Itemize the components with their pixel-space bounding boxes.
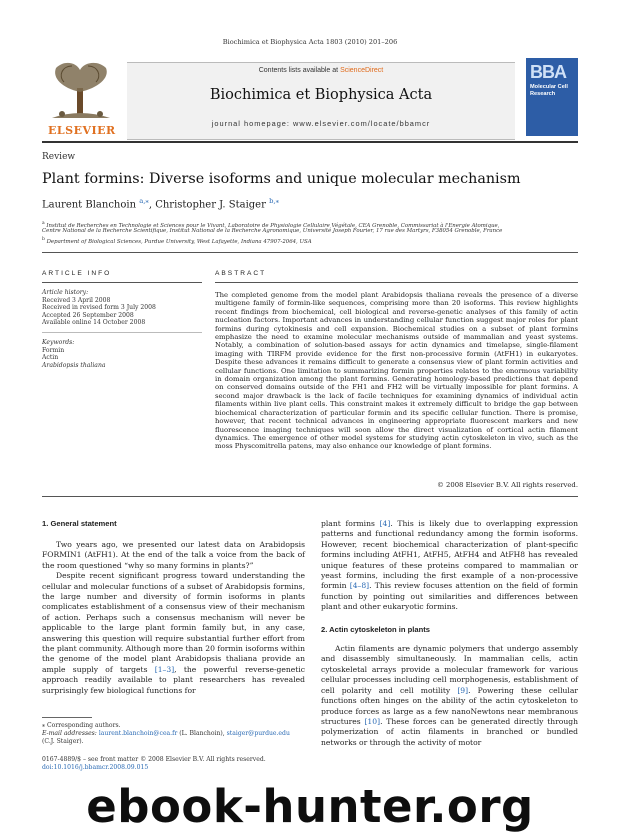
paragraph: Despite recent significant progress toward understanding the cellular and molecular functions of a subset of Arabidopsis formins, the large number and diversity of formin isoforms in plants complicates establishment of a consensus view of their mechanism of action. Perhaps such a consensus mechanism will never be applicable to the large plant formin family but, in any case, answering this question will require substantial further effort from the plant community. Although more than 20 formin isoforms within the genome of the model plant Arabidopsis thaliana provide an ample supply of targets [1–3], the powerful reverse-genetic approach readily available to plant researchers has revealed surprisingly few biological functions for — [42, 571, 306, 695]
email-note-cont: (C.J. Staiger). — [42, 738, 84, 745]
citation-link[interactable]: [4–8] — [349, 581, 370, 591]
left-column — [42, 540, 305, 696]
history-item: Available online 14 October 2008 — [42, 319, 146, 327]
keyword: Arabidopsis thaliana — [42, 361, 106, 369]
abstract-text: The completed genome from the model plant Arabidopsis thaliana reveals the presence of a diverse multigene family of formin-like sequences, comprising more than 20 isoforms. This review highlights recent findings from biochemical, cell biological and reverse-genetic analyses of this family of actin nucleation factors. Important advances in understanding cellular function suggest major roles for plant formins during cytokinesis and cell expansion. Biochemical studies on a subset of plant formins emphasize the need to examine molecular mechanisms outside of mammalian and yeast systems. Notably, a combination of solution-based assays for actin dynamics and timelapse, single-filament imaging with TIRFM provide evidence for the first non-processive formin (AtFH1) in eukaryotes. Despite these advances it remains difficult to generate a consensus view of plant formin activities and cellular functions. One limitation to summarizing formin properties relates to the enormous variability in domain organization among the plant formins. Generating homology-based predictions that depend on conserved domains outside of the FH1 and FH2 will be virtually impossible for plant formins. A second major drawback is the lack of facile techniques for examining dynamics of individual actin filaments within live plant cells. This constraint makes it extremely difficult to bridge the gap between biochemical characterization of particular formin and its specific cellular function. There is promise, however, that recent technical advances in engineering appropriate fluorescent markers and new fluorescence imaging techniques will soon allow the direct visualization of cortical actin filament dynamics. The emergence of other model systems for studying actin cytoskeleton in vivo, such as the moss Physcomitrella patens, may also enhance our knowledge of plant formins. — [215, 291, 578, 451]
history-item: Accepted 26 September 2008 — [42, 311, 134, 319]
article-info-heading: ARTICLE INFO — [42, 270, 112, 277]
journal-banner — [127, 62, 515, 140]
masthead — [42, 58, 578, 140]
article-identifiers — [42, 756, 302, 772]
cover-subtitle: Molecular Cell Research — [530, 84, 568, 97]
journal-homepage[interactable]: journal homepage: www.elsevier.com/locate/bbamcr — [211, 119, 431, 128]
history-label: Article history: — [42, 289, 89, 296]
affiliation-b: $^b$ Department of Biological Sciences, Purdue University, West Lafayette, Indiana 47907-2064, USA — [42, 237, 312, 245]
copyright-notice: © 2008 Elsevier B.V. All rights reserved. — [436, 481, 578, 489]
affiliation-a: $^a$ Institut de Recherches en Technologie et Sciences pour le Vivant, Laboratoire de Physiologie Cellulaire Végétale, CEA Grenoble, Commissariat à l'Energie Atomique, — [42, 221, 500, 229]
cover-title: BBA — [530, 62, 566, 82]
citation-link[interactable]: [10] — [364, 716, 381, 726]
keyword: Actin — [42, 354, 59, 362]
keywords-rule — [42, 332, 202, 333]
abstract-bottom-rule — [42, 496, 578, 497]
keyword: Formin — [42, 346, 65, 354]
journal-citation-line: Biochimica et Biophysica Acta 1803 (2010) 201–206 — [222, 38, 398, 46]
right-column — [321, 519, 578, 748]
author-name: Laurent Blanchoin — [42, 199, 137, 211]
keywords-label: Keywords: — [42, 339, 75, 346]
masthead-rule — [42, 141, 578, 143]
email-link[interactable]: staiger@purdue.edu — [226, 730, 290, 737]
elsevier-tree-icon — [42, 58, 120, 124]
article-history — [42, 289, 202, 327]
corresponding-note: ⁎ Corresponding authors. — [42, 722, 121, 729]
section-1-heading: 1. General statement — [42, 519, 117, 528]
paragraph: plant formins [4]. This is likely due to overlapping expression patterns and functional redundancy among the formin isoforms. However, recent biochemical characterization of plant-specific formins including AtFH1, AtFH5, AtFH4 and AtFH8 has revealed unique features of these proteins compared to mammalian or yeast formins, including the first example of a non-processive formin [4–8]. This review focuses attention on the field of formin function by pointing out similarities and differences between plant and other eukaryotic formins. — [321, 519, 578, 612]
footnotes — [42, 722, 302, 746]
section-rule — [42, 252, 578, 253]
sciencedirect-link[interactable]: ScienceDirect — [340, 67, 384, 74]
elsevier-wordmark: ELSEVIER — [48, 124, 116, 137]
paragraph: Two years ago, we presented our latest data on Arabidopsis FORMIN1 (AtFH1). At the end of the talk a voice from the back of the room questioned “why so many formins in plants?” — [42, 540, 305, 570]
article-type: Review — [42, 152, 76, 162]
author-name: Christopher J. Staiger — [155, 199, 266, 211]
email-link[interactable]: laurent.blanchoin@cea.fr — [98, 730, 178, 737]
contents-prefix: Contents lists available at — [258, 67, 341, 74]
author-affiliation-mark[interactable]: b,⁎ — [269, 197, 279, 205]
keywords-block — [42, 339, 202, 369]
history-item: Received 3 April 2008 — [42, 296, 111, 304]
article-title: Plant formins: Diverse isoforms and unique molecular mechanism — [42, 171, 521, 187]
journal-title: Biochimica et Biophysica Acta — [209, 87, 433, 103]
email-note: E-mail addresses: laurent.blanchoin@cea.fr (L. Blanchoin), staiger@purdue.edu — [42, 730, 290, 737]
author-affiliation-mark[interactable]: a,⁎ — [139, 197, 149, 205]
citation-link[interactable]: [4] — [379, 519, 391, 528]
author-list: Laurent Blanchoin $^{a,⁎}$, Christopher J. Staiger $^{b,⁎}$ — [42, 197, 279, 211]
abstract-rule — [215, 282, 578, 283]
doi-link[interactable]: doi:10.1016/j.bbamcr.2008.09.015 — [42, 764, 149, 771]
footnote-rule — [42, 717, 92, 718]
paragraph: Actin filaments are dynamic polymers that undergo assembly and disassembly simultaneously. In mammalian cells, actin cytoskeletal arrays provide a molecular framework for various cellular processes including cell morphogenesis, establishment of cell polarity and cell motility [9]. Powering these cellular functions often hinges on the ability of the actin cytoskeleton to produce forces as large as a few nanoNewtons near membranous structures [10]. These forces can be generated directly through polymerization of actin filaments in branched or bundled networks or through the activity of motor — [321, 644, 578, 747]
abstract-heading: ABSTRACT — [215, 270, 267, 277]
watermark-text: ebook-hunter.org — [86, 780, 534, 833]
journal-cover — [526, 58, 578, 136]
elsevier-logo — [42, 58, 120, 138]
citation-link[interactable]: [1–3] — [154, 664, 175, 674]
history-item: Received in revised form 3 July 2008 — [42, 304, 156, 312]
affiliation-a-cont: Centre National de la Recherche Scientifique, Institut National de la Recherche Agronomique, Université Joseph Fourier, 17 rue des Martyrs, F38054 Grenoble, France — [42, 228, 503, 234]
article-info-rule — [42, 282, 202, 283]
issn-line: 0167-4889/$ – see front matter © 2008 Elsevier B.V. All rights reserved. — [42, 756, 266, 763]
section-2-heading: 2. Actin cytoskeleton in plants — [321, 624, 431, 634]
citation-link[interactable]: [9] — [457, 685, 469, 695]
contents-line — [127, 67, 515, 74]
